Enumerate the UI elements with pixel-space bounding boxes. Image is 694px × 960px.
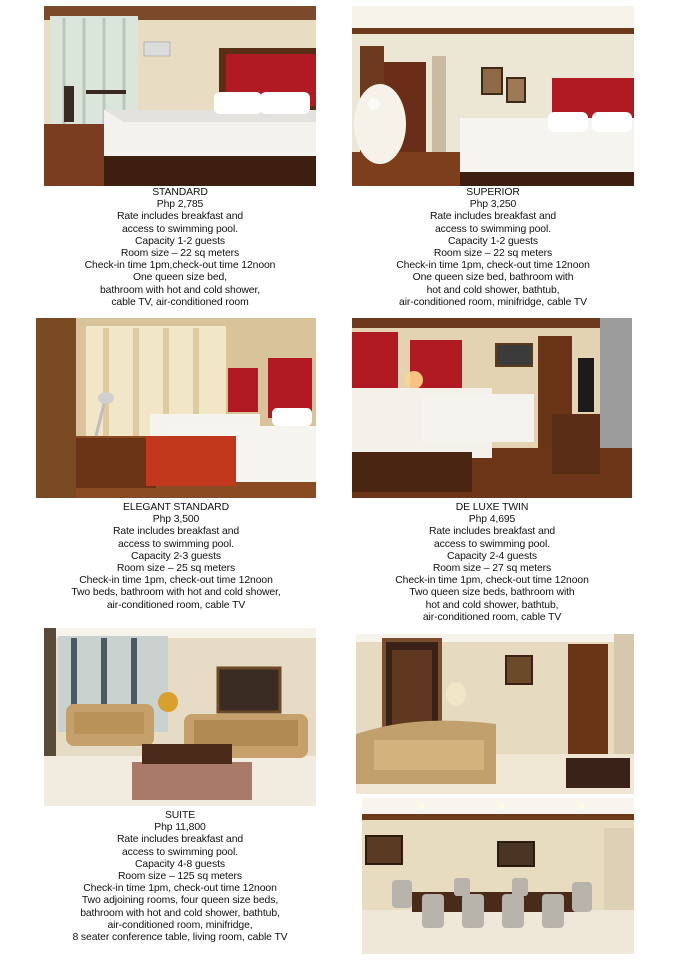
room-detail-line: air-conditioned room, minifridge, xyxy=(107,919,253,931)
room-detail-line: Two beds, bathroom with hot and cold shower, xyxy=(71,587,281,599)
room-detail-line: Capacity 1-2 guests xyxy=(135,235,225,247)
room-detail-line: access to swimming pool. xyxy=(122,846,238,858)
room-detail-line: Room size – 25 sq meters xyxy=(116,563,236,575)
room-detail-line: Check-in time 1pm, check-out time 12noon xyxy=(395,575,589,587)
room-detail-line: Rate includes breakfast and xyxy=(116,211,244,223)
standard-room-details xyxy=(44,187,316,309)
room-detail-line: hot and cold shower, bathtub, xyxy=(426,284,560,296)
room-detail-line: Capacity 4-8 guests xyxy=(135,858,225,870)
room-detail-line: access to swimming pool. xyxy=(435,223,551,235)
room-detail-line: bathroom with hot and cold shower, bathtub, xyxy=(80,907,280,919)
suite-living-room-photo xyxy=(44,628,316,806)
standard-room-photo xyxy=(44,6,316,186)
room-detail-line: access to swimming pool. xyxy=(434,538,550,550)
room-detail-line: Check-in time 1pm, check-out time 12noon xyxy=(83,883,277,895)
room-price: Php 3,250 xyxy=(469,199,517,211)
room-detail-line: Capacity 2-3 guests xyxy=(131,550,221,562)
room-name: DE LUXE TWIN xyxy=(455,502,529,513)
room-detail-line: Two adjoining rooms, four queen size beds, xyxy=(81,895,279,907)
room-detail-line: Room size – 22 sq meters xyxy=(433,248,553,260)
room-detail-line: bathroom with hot and cold shower, xyxy=(99,284,261,296)
room-detail-line: Capacity 2-4 guests xyxy=(447,550,537,562)
suite-conference-photo xyxy=(362,798,634,954)
room-price: Php 3,500 xyxy=(152,514,200,526)
room-detail-line: Capacity 1-2 guests xyxy=(448,235,538,247)
room-detail-line: air-conditioned room, cable TV xyxy=(106,599,246,611)
superior-room-details xyxy=(352,187,634,309)
room-detail-line: Rate includes breakfast and xyxy=(429,211,557,223)
superior-room-photo xyxy=(352,6,634,186)
room-detail-line: Two queen size beds, bathroom with xyxy=(409,587,575,599)
room-detail-line: access to swimming pool. xyxy=(122,223,238,235)
room-price: Php 4,695 xyxy=(468,514,516,526)
room-detail-line: hot and cold shower, bathtub, xyxy=(425,599,559,611)
room-name: SUITE xyxy=(164,810,196,821)
room-name: SUPERIOR xyxy=(466,187,520,198)
deluxe-twin-room-details xyxy=(352,502,632,624)
room-detail-line: Room size – 22 sq meters xyxy=(120,248,240,260)
room-detail-line: cable TV, air-conditioned room xyxy=(111,296,249,308)
room-detail-line: Room size – 125 sq meters xyxy=(118,871,242,883)
room-detail-line: Check-in time 1pm,check-out time 12noon xyxy=(84,260,276,272)
room-detail-line: Rate includes breakfast and xyxy=(116,834,244,846)
suite-lounge-photo xyxy=(356,634,634,794)
room-detail-line: Check-in time 1pm, check-out time 12noon xyxy=(79,575,273,587)
elegant-standard-room-photo xyxy=(36,318,316,498)
elegant-standard-room-details xyxy=(36,502,316,612)
room-detail-line: Room size – 27 sq meters xyxy=(432,563,552,575)
room-detail-line: Rate includes breakfast and xyxy=(112,526,240,538)
room-price: Php 2,785 xyxy=(156,199,204,211)
room-name: STANDARD xyxy=(152,187,208,198)
room-detail-line: One queen size bed, bathroom with xyxy=(412,272,574,284)
suite-room-details xyxy=(44,810,316,944)
room-detail-line: air-conditioned room, minifridge, cable TV xyxy=(399,296,587,308)
deluxe-twin-room-photo xyxy=(352,318,632,498)
room-detail-line: One queen size bed, xyxy=(133,272,227,284)
room-name: ELEGANT STANDARD xyxy=(123,502,229,513)
room-detail-line: air-conditioned room, cable TV xyxy=(422,611,562,623)
room-detail-line: Check-in time 1pm, check-out time 12noon xyxy=(396,260,590,272)
room-detail-line: 8 seater conference table, living room, cable TV xyxy=(72,932,288,944)
room-price: Php 11,800 xyxy=(154,822,206,834)
room-detail-line: access to swimming pool. xyxy=(118,538,234,550)
room-detail-line: Rate includes breakfast and xyxy=(428,526,556,538)
